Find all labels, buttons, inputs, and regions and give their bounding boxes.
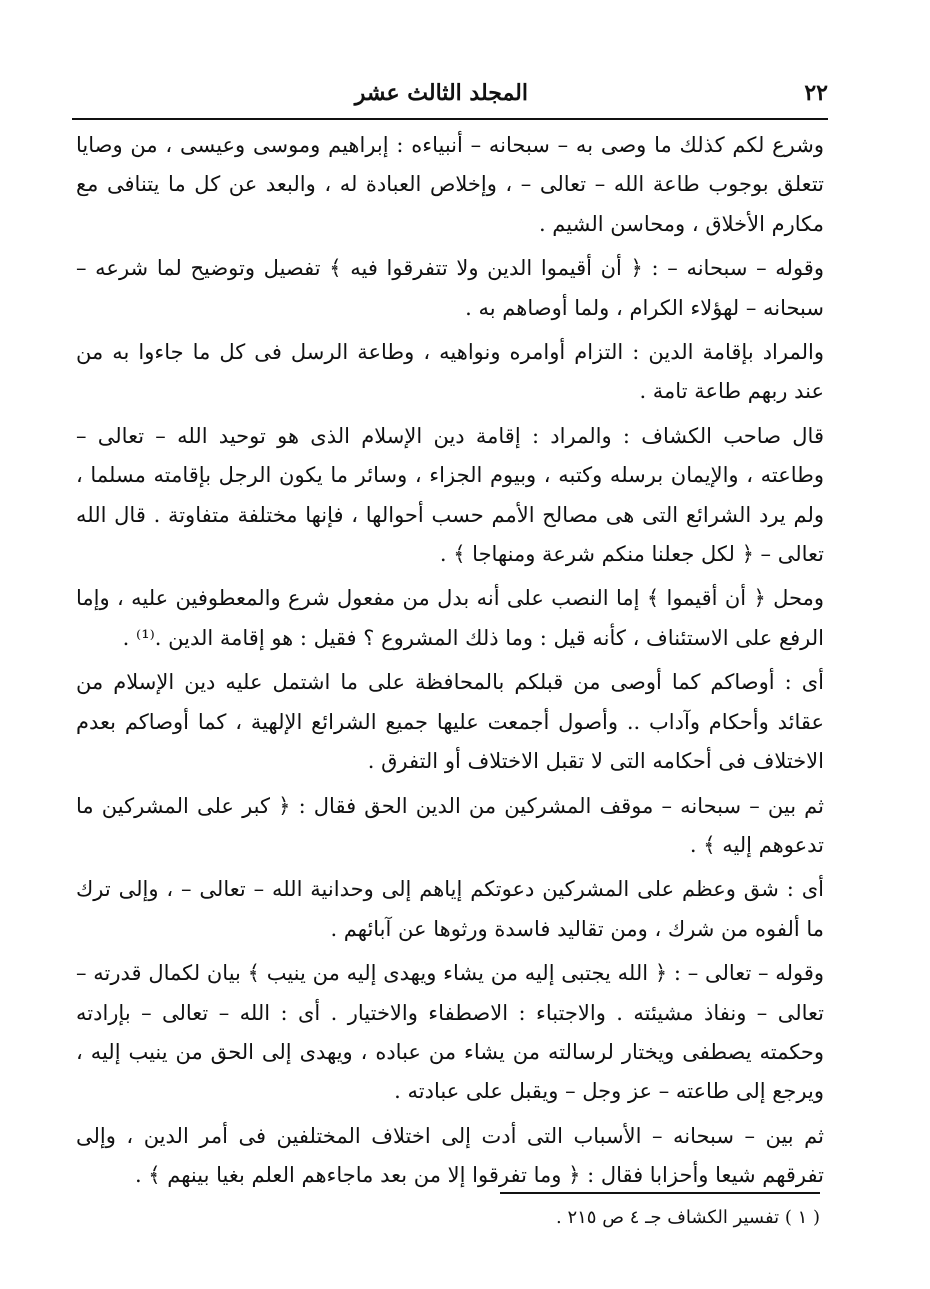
body-text	[76, 126, 824, 1201]
running-title: المجلد الثالث عشر	[354, 80, 528, 106]
paragraph: ومحل ﴿ أن أقيموا ﴾ إما النصب على أنه بدل من مفعول شرع والمعطوفين عليه ، وإما الرفع على الاستئناف ، كأنه قيل : وما ذلك المشروع ؟ فقيل : هو إقامة الدين .⁽¹⁾ .	[76, 586, 824, 650]
paragraph: والمراد بإقامة الدين : التزام أوامره ونواهيه ، وطاعة الرسل فى كل ما جاءوا به من عند ربهم طاعة تامة .	[76, 340, 824, 404]
paragraph: قال صاحب الكشاف : والمراد : إقامة دين الإسلام الذى هو توحيد الله – تعالى – وطاعته ، والإيمان برسله وكتبه ، وبيوم الجزاء ، وسائر ما يكون الرجل بإقامته مسلما ، ولم يرد الشرائع التى هى مصالح الأمم حسب أحوالها ، فإنها مختلفة متفاوتة . قال الله تعالى – ﴿ لكل جعلنا منكم شرعة ومنهاجا ﴾ .	[76, 423, 824, 567]
page-number: ٢٢	[804, 80, 828, 106]
paragraph: أى : شق وعظم على المشركين دعوتكم إياهم إلى وحدانية الله – تعالى – ، وإلى ترك ما ألفوه من شرك ، ومن تقاليد فاسدة ورثوها عن آبائهم .	[76, 877, 824, 941]
paragraph: ثم بين – سبحانه – الأسباب التى أدت إلى اختلاف المختلفين فى أمر الدين ، وإلى تفرقهم شيعا وأحزابا فقال : ﴿ وما تفرقوا إلا من بعد ماجاءهم العلم بغيا بينهم ﴾ .	[76, 1123, 824, 1188]
page-header	[72, 78, 828, 110]
paragraph: وشرع لكم كذلك ما وصى به – سبحانه – أنبياءه : إبراهيم وموسى وعيسى ، من وصايا تتعلق بوجوب طاعة الله – تعالى – ، وإخلاص العبادة له ، والبعد عن كل ما يتنافى مع مكارم الأخلاق ، ومحاسن الشيم .	[76, 133, 824, 236]
paragraph: وقوله – سبحانه – : ﴿ أن أقيموا الدين ولا تتفرقوا فيه ﴾ تفصيل وتوضيح لما شرعه – سبحانه – لهؤلاء الكرام ، ولما أوصاهم به .	[76, 256, 824, 320]
header-rule	[72, 118, 828, 120]
paragraph: وقوله – تعالى – : ﴿ الله يجتبى إليه من يشاء ويهدى إليه من ينيب ﴾ بيان لكمال قدرته – تعالى – ونفاذ مشيئته . والاجتباء : الاصطفاء والاختيار . أى : الله – تعالى – بإرادته وحكمته يصطفى ويختار لرسالته من يشاء من عباده ، ويهدى إلى الحق من ينيب إليه ، ويرجع إلى طاعته – عز وجل – ويقبل على عبادته .	[76, 961, 824, 1104]
footnote-rule	[500, 1192, 820, 1194]
footnote: ( ١ ) تفسير الكشاف جـ ٤ ص ٢١٥ .	[556, 1207, 820, 1228]
paragraph: أى : أوصاكم كما أوصى من قبلكم بالمحافظة على ما اشتمل عليه دين الإسلام من عقائد وأحكام وآداب .. وأصول أجمعت عليها جميع الشرائع الإلهية ، كما أوصاكم بعدم الاختلاف فى أحكامه التى لا تقبل الاختلاف أو التفرق .	[76, 670, 824, 774]
paragraph: ثم بين – سبحانه – موقف المشركين من الدين الحق فقال : ﴿ كبر على المشركين ما تدعوهم إليه ﴾ .	[76, 793, 824, 857]
